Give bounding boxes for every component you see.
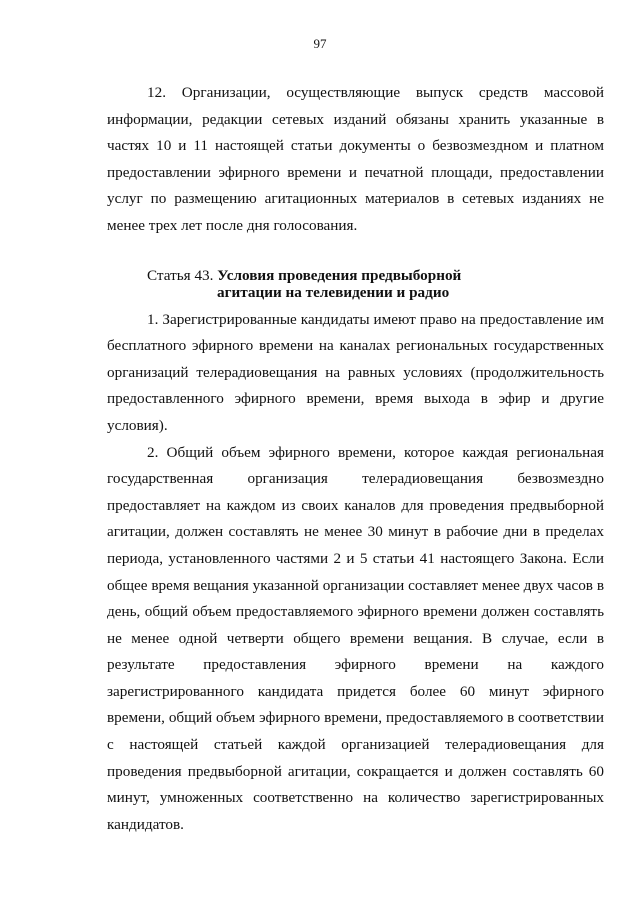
- article-title-line1: Условия проведения предвыборной: [217, 266, 462, 284]
- paragraph-1: 1. Зарегистрированные кандидаты имеют право на предоставление им бесплатного эфирного времени на каналах региональных государственных организаций телерадиовещания на равных условиях (продолжительность предоставленного эфирного времени, время выхода в эфир и другие условия).: [107, 310, 604, 434]
- article-title-line2: агитации на телевидении и радио: [217, 283, 450, 301]
- paragraph-2: 2. Общий объем эфирного времени, которое каждая региональная государственная организация телерадиовещания безвозмездно предоставляет на каждом из своих каналов для проведения предвыборной агитации, должен составлять не менее 30 минут в рабочие дни в пределах периода, установленного частями 2 и 5 статьи 41 настоящего Закона. Если общее время вещания указанной организации составляет менее двух часов в день, общий объем предоставляемого эфирного времени должен составлять не менее одной четверти общего времени вещания. В случае, если в результате предоставления эфирного времени на каждого зарегистрированного кандидата придется более 60 минут эфирного времени, общий объем эфирного времени, предоставляемого в соответствии с настоящей статьей каждой организацией телерадиовещания для проведения предвыборной агитации, сокращается и должен составлять 60 минут, умноженных соответственно на количество зарегистрированных кандидатов.: [107, 443, 604, 833]
- article-label: Статья 43.: [147, 266, 214, 284]
- article-heading: [147, 267, 604, 301]
- page-number: 97: [313, 36, 327, 51]
- paragraph-12: 12. Организации, осуществляющие выпуск средств массовой информации, редакции сетевых изданий обязаны хранить указанные в частях 10 и 11 настоящей статьи документы о безвозмездном и платном предоставлении эфирного времени и печатной площади, предоставлении услуг по размещению агитационных материалов в сетевых изданиях не менее трех лет после дня голосования.: [107, 84, 604, 234]
- document-body: [107, 80, 604, 838]
